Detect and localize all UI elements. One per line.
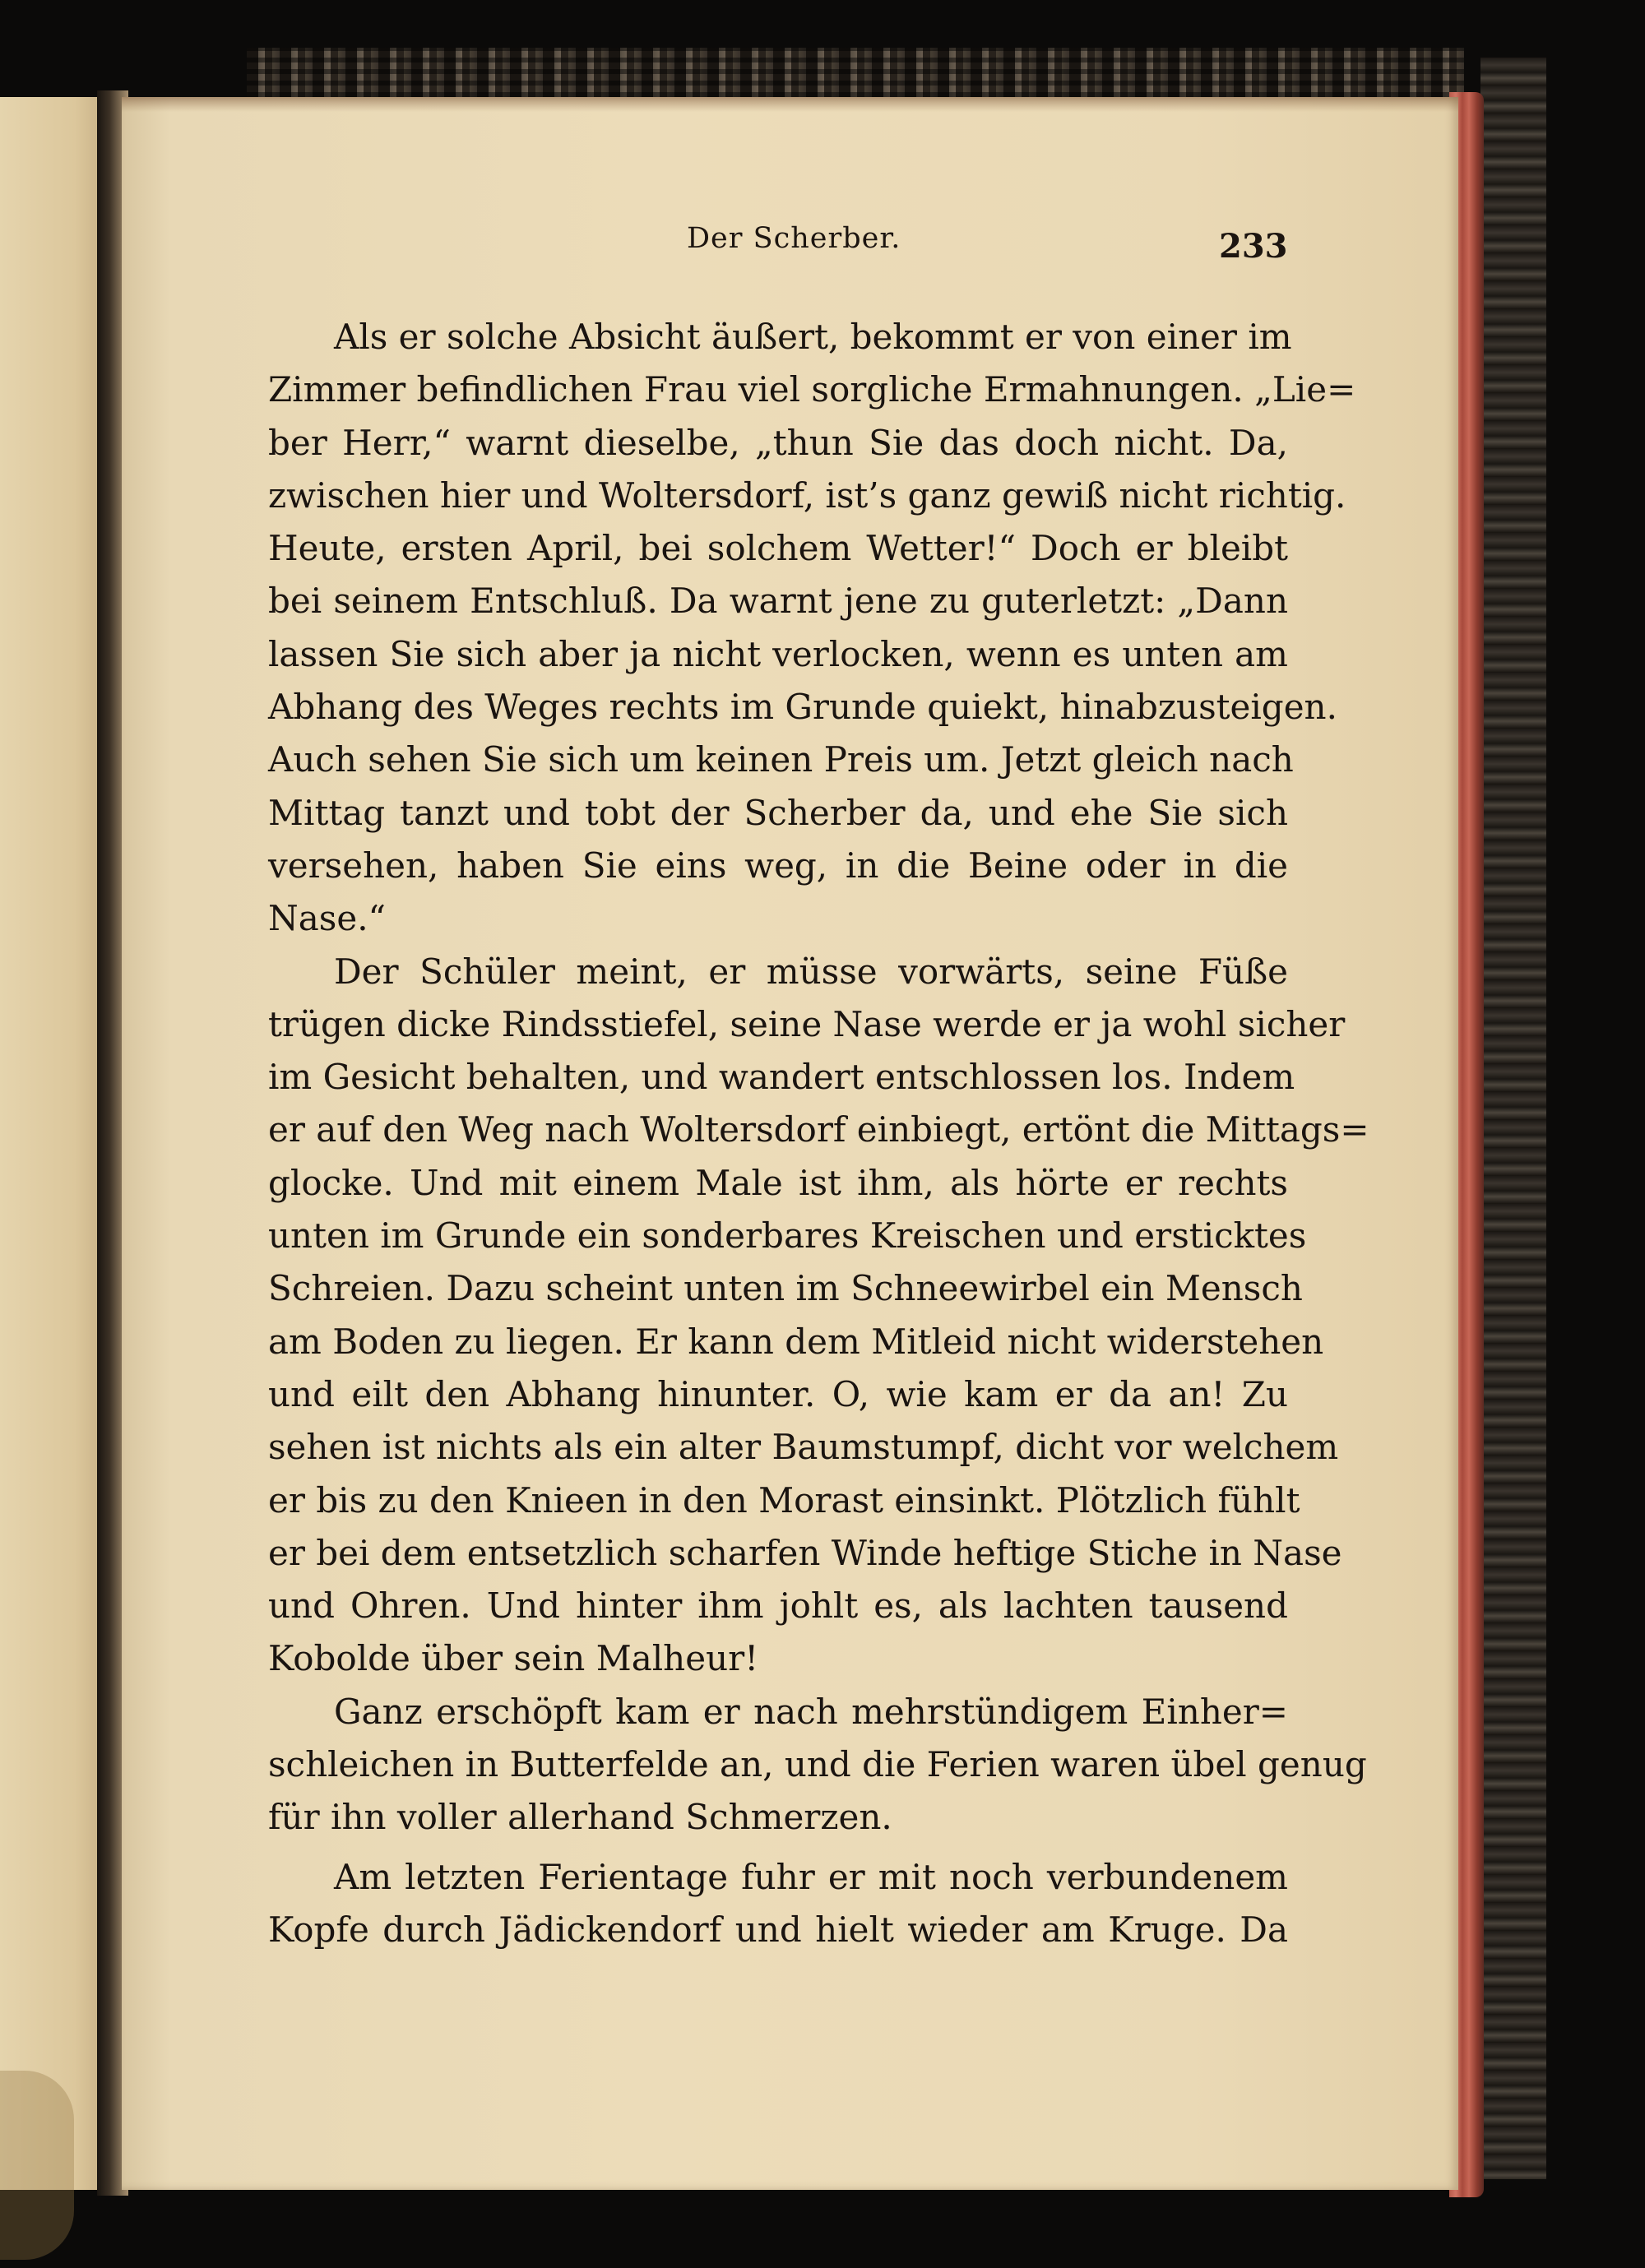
text-line: und eilt den Abhang hinunter. O, wie kam er da an! Zu [268,1373,1288,1414]
text-line: Der Schüler meint, er müsse vorwärts, seine Füße [334,951,1288,992]
text-line: Am letzten Ferientage fuhr er mit noch verbundenem [334,1856,1288,1897]
text-line: Kobolde über sein Malheur! [268,1638,759,1679]
text-line: trügen dicke Rindsstiefel, seine Nase werde er ja wohl sicher [268,1003,1346,1044]
paragraph [268,946,1369,1686]
text-line: zwischen hier und Woltersdorf, ist’s ganz gewiß nicht richtig. [268,474,1346,516]
text-line: Als er solche Absicht äußert, bekommt er von einer im [334,317,1292,357]
text-line: er bis zu den Knieen in den Morast einsinkt. Plötzlich fühlt [268,1479,1300,1520]
running-head: Der Scherber. [687,222,901,255]
text-line: er auf den Weg nach Woltersdorf einbiegt, ertönt die Mittags= [268,1109,1369,1150]
text-line: Auch sehen Sie sich um keinen Preis um. Jetzt gleich nach [268,739,1294,780]
text-line: Abhang des Weges rechts im Grunde quiekt, hinabzusteigen. [268,687,1337,728]
text-line: glocke. Und mit einem Male ist ihm, als hörte er rechts [268,1162,1288,1203]
text-line: versehen, haben Sie eins weg, in die Beine oder in die [268,845,1288,886]
text-line: für ihn voller allerhand Schmerzen. [268,1797,892,1838]
page-number: 233 [1219,227,1288,266]
paragraph [268,311,1356,946]
text-line: Nase.“ [268,898,387,939]
paragraph [268,1686,1367,1844]
text-line: schleichen in Butterfelde an, und die Ferien waren übel genug [268,1744,1367,1785]
text-line: er bei dem entsetzlich scharfen Winde heftige Stiche in Nase [268,1532,1342,1573]
paragraph [268,1851,1288,1957]
paragraph-gap [268,1844,1288,1851]
page-stain [0,2071,74,2260]
book-cover-edge [1480,58,1546,2179]
previous-page [0,97,107,2190]
text-line: sehen ist nichts als ein alter Baumstumpf, dicht vor welchem [268,1427,1339,1468]
text-line: Zimmer befindlichen Frau viel sorgliche Ermahnungen. „Lie= [268,369,1356,410]
text-line: lassen Sie sich aber ja nicht verlocken, wenn es unten am [268,633,1288,674]
text-line: Mittag tanzt und tobt der Scherber da, und ehe Sie sich [268,792,1288,833]
top-binding-ornament [247,48,1464,97]
text-line: bei seinem Entschluß. Da warnt jene zu guterletzt: „Dann [268,581,1288,622]
text-line: Schreien. Dazu scheint unten im Schneewirbel ein Mensch [268,1268,1303,1309]
body-text [268,311,1369,1956]
text-line: im Gesicht behalten, und wandert entschlossen los. Indem [268,1057,1295,1098]
text-line: Kopfe durch Jädickendorf und hielt wieder am Kruge. Da [268,1909,1288,1950]
text-line: Ganz erschöpft kam er nach mehrstündigem Einher= [334,1691,1288,1732]
text-line: und Ohren. Und hinter ihm johlt es, als lachten tausend [268,1585,1288,1627]
text-line: unten im Grunde ein sonderbares Kreischen und ersticktes [268,1215,1307,1257]
text-line: Heute, ersten April, bei solchem Wetter!“ Doch er bleibt [268,528,1288,569]
text-line: ber Herr,“ warnt dieselbe, „thun Sie das doch nicht. Da, [268,422,1288,463]
text-line: am Boden zu liegen. Er kann dem Mitleid nicht widerstehen [268,1321,1324,1362]
